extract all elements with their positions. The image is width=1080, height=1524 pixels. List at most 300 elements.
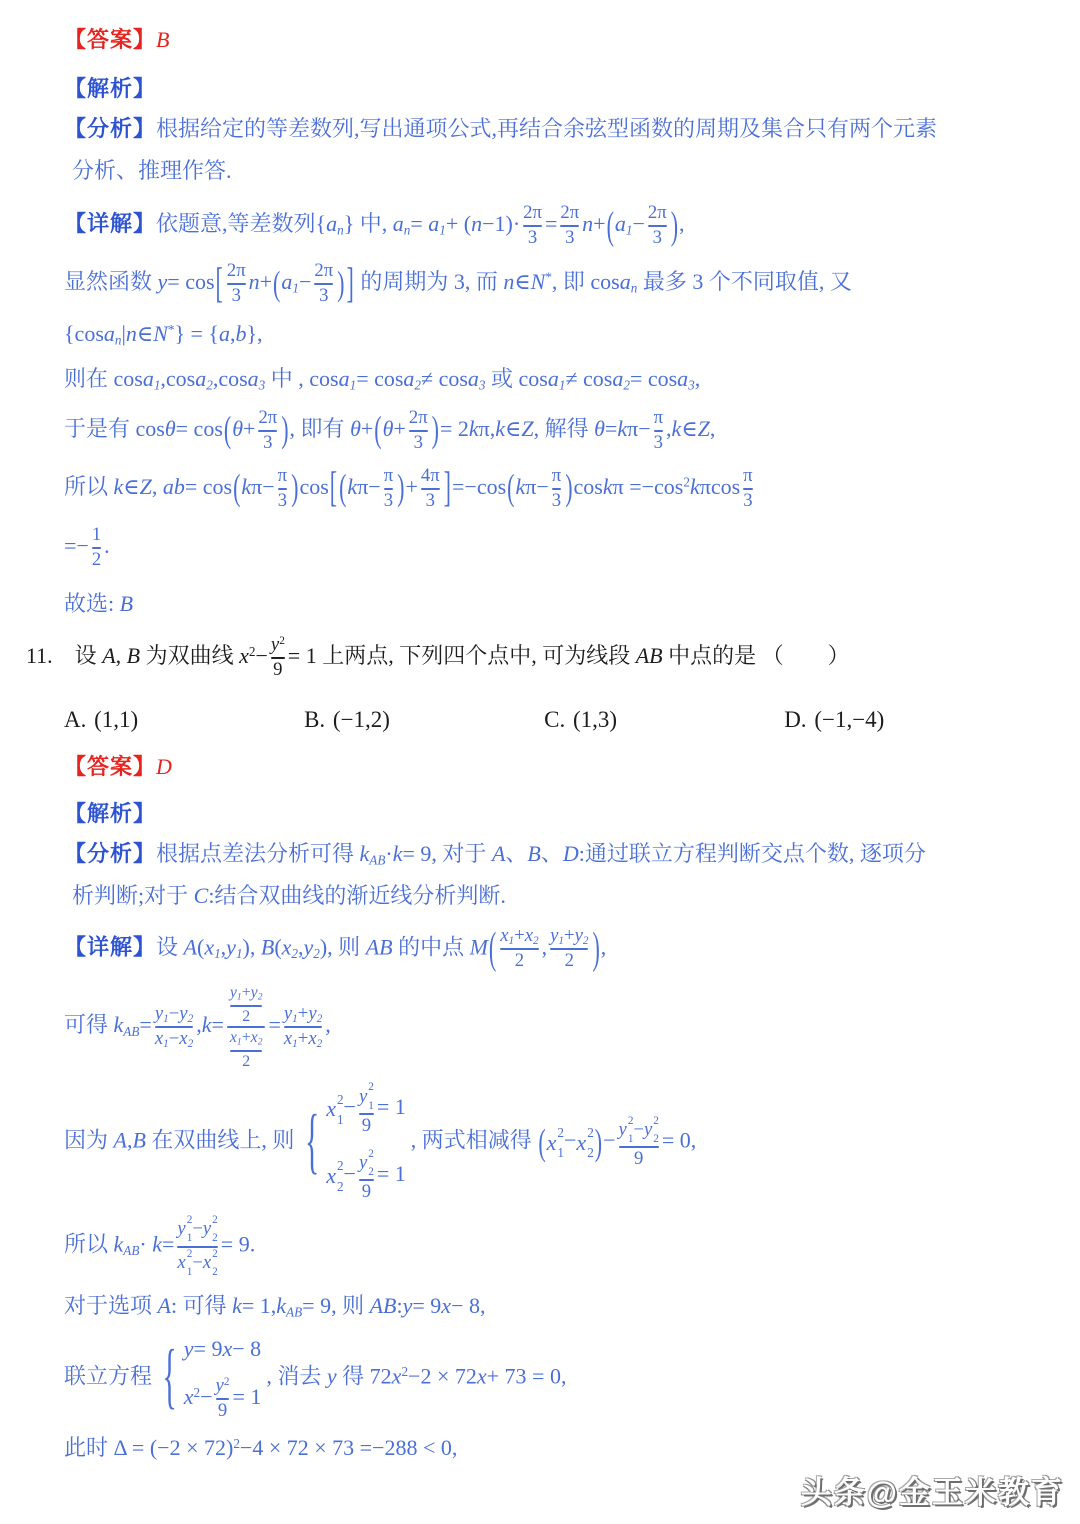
text-run: , 消去: [266, 1363, 327, 1389]
math-var: x: [183, 1383, 194, 1409]
stretch-delimiter: (: [223, 408, 232, 451]
math-var: θ: [232, 415, 244, 441]
math-var: x: [202, 1251, 212, 1273]
section-label: 【分析】: [64, 841, 157, 867]
math-var: B: [132, 1127, 146, 1153]
text-run: 2π: [314, 260, 334, 282]
text-run: , 解得: [533, 415, 595, 441]
math-var: n: [582, 211, 594, 237]
solution1-line-4: [64, 365, 1056, 394]
math-var: Z: [139, 473, 152, 499]
superscript: 2: [223, 1375, 230, 1388]
subscript: 1: [214, 945, 221, 961]
text-run: + 73 = 0,: [486, 1363, 567, 1389]
left-brace: {: [162, 1338, 177, 1417]
text-run: 联立方程: [64, 1363, 158, 1389]
math-var: y: [283, 1002, 293, 1024]
subscript: 2: [291, 945, 298, 961]
text-run: 中点的是 （ ）: [662, 643, 850, 669]
stretch-delimiter: (: [374, 408, 382, 451]
fraction: [359, 1149, 374, 1203]
text-run: ),: [242, 933, 261, 959]
math-var: y: [270, 634, 280, 656]
text-run: +: [564, 924, 575, 946]
cases-row: [184, 1335, 261, 1364]
fenxi-2-line-2: [72, 882, 1056, 911]
text-run: 3: [383, 489, 394, 511]
text-run: ,: [126, 1127, 133, 1153]
option-a: [64, 705, 304, 735]
subscript: 1: [236, 992, 242, 1003]
superscript: 2: [627, 1114, 634, 1127]
solution2-line-5: [64, 1292, 1056, 1321]
text-run: .: [104, 532, 110, 558]
option-label: A.: [64, 707, 93, 733]
cases-row: [184, 1376, 262, 1422]
text-run: ,: [115, 643, 127, 669]
stretch-delimiter: ): [592, 922, 600, 973]
math-var: k: [689, 473, 700, 499]
fenxi-1-line-1: [64, 115, 1056, 144]
fraction: [550, 926, 588, 973]
option-label: B.: [304, 707, 331, 733]
subscript: 2: [623, 377, 630, 393]
text-run: 的周期为 3, 而: [354, 269, 504, 295]
subscript: 2: [336, 1178, 344, 1194]
math-var: n: [471, 211, 483, 237]
superscript: 2: [186, 1214, 193, 1227]
math-var: D: [156, 753, 172, 779]
text-run: +: [259, 269, 273, 295]
text-run: +: [297, 1002, 309, 1024]
text-run: 或 cos: [485, 365, 548, 391]
text-run: π−: [251, 473, 275, 499]
math-var: y: [402, 1293, 413, 1319]
text-run: , 即 cos: [551, 269, 620, 295]
math-var: x: [308, 1028, 317, 1050]
math-var: a: [247, 365, 259, 391]
solution1-line-2: [64, 258, 1056, 307]
text-run: ≠ cos: [421, 365, 468, 391]
text-run: 、: [505, 841, 528, 867]
fraction: [155, 1004, 193, 1051]
text-run: 2π: [560, 202, 580, 224]
fraction-bar: [230, 1050, 263, 1052]
solution1-line-3: [64, 320, 1056, 349]
subscript: 1: [557, 1145, 564, 1161]
math-var: a: [219, 321, 230, 347]
fraction: [177, 1215, 217, 1278]
fraction: [216, 1376, 230, 1422]
text-run: ,: [298, 933, 304, 959]
options-row: [64, 705, 1056, 735]
stretch-delimiter: ): [397, 466, 405, 509]
text-run: 3: [413, 431, 423, 453]
text-run: = cos: [184, 473, 233, 499]
subscript: 1: [186, 1232, 193, 1245]
math-var: C: [193, 882, 209, 908]
fenxi-1-line-2: [72, 157, 1056, 186]
text-run: π: [743, 464, 753, 486]
text-run: :: [396, 1293, 403, 1319]
text-run: =: [544, 211, 558, 237]
stacked-script: [547, 1126, 564, 1159]
text-run: = 1: [232, 1383, 262, 1409]
text-run: 2π: [408, 406, 428, 428]
stretch-delimiter: (: [233, 466, 241, 509]
text-run: {cos: [64, 321, 104, 347]
text-run: ,: [679, 211, 685, 237]
fraction: [552, 466, 561, 512]
fraction-bar: [227, 1026, 266, 1028]
text-run: =−cos: [452, 473, 507, 499]
text-run: =: [268, 1012, 281, 1038]
text-run: ,cos: [160, 365, 196, 391]
text-run: ∈: [681, 415, 698, 441]
math-var: a: [467, 365, 479, 391]
math-var: b: [235, 321, 247, 347]
stretch-delimiter: (: [606, 202, 614, 248]
text-run: 1: [91, 523, 102, 545]
math-var: a: [428, 211, 440, 237]
math-var: y: [157, 269, 168, 295]
text-run: −1)·: [482, 211, 521, 237]
math-var: B: [527, 841, 541, 867]
subscript: 2: [206, 377, 213, 393]
text-run: 9: [634, 1148, 644, 1170]
text-run: 4π: [420, 464, 440, 486]
text-run: 2: [514, 950, 525, 972]
question-11-line: [26, 635, 1056, 681]
text-run: −: [255, 643, 268, 669]
solution2-line-6: [64, 1335, 1056, 1422]
math-var: a: [103, 321, 115, 347]
text-run: ,: [196, 1012, 202, 1038]
text-run: 2π: [226, 260, 246, 282]
stretch-delimiter: ): [431, 408, 439, 451]
text-run: 分析、推理作答.: [72, 157, 232, 183]
option-value: (1,3): [572, 707, 618, 733]
text-run: = 9: [193, 1335, 223, 1361]
text-run: 所以: [64, 1231, 114, 1257]
superscript: *: [167, 321, 175, 337]
math-var: Z: [697, 415, 710, 441]
math-var: n: [125, 321, 137, 347]
left-brace: {: [304, 1102, 320, 1182]
xiangjie-1-line-1: [64, 203, 1056, 249]
math-var: N: [153, 321, 168, 347]
text-run: π: [383, 464, 394, 486]
text-run: = 1 上两点, 下列四个点中, 可为线段: [287, 643, 636, 669]
text-run: −: [168, 1002, 180, 1024]
solution2-line-2: [64, 984, 1056, 1070]
solution-document: [26, 26, 1056, 1462]
solution1-line-6: [64, 463, 1056, 512]
math-var: θ: [350, 415, 361, 441]
subscript: 2: [187, 1012, 194, 1025]
superscript: 2: [212, 1247, 218, 1260]
math-var: x: [391, 1363, 402, 1389]
subscript: 1: [236, 1038, 242, 1048]
text-run: ,cos: [212, 365, 248, 391]
text-run: π−: [627, 415, 651, 441]
text-run: 因为: [64, 1127, 114, 1153]
text-run: = cos: [175, 415, 223, 441]
cases-row: [326, 1082, 406, 1136]
option-label: C.: [544, 707, 571, 733]
text-run: −2 × 72: [408, 1363, 477, 1389]
math-var: x: [222, 1335, 233, 1361]
text-run: 于是有 cos: [64, 415, 165, 441]
text-run: ,: [666, 415, 672, 441]
solution1-line-7: [64, 525, 1056, 571]
math-var: x: [576, 1129, 587, 1155]
subscript: AB: [369, 852, 386, 868]
fraction: [258, 408, 277, 454]
subscript: 2: [587, 1145, 594, 1161]
section-label: 【分析】: [64, 116, 157, 142]
math-var: y: [183, 1335, 194, 1361]
math-var: AB: [635, 643, 663, 669]
solution2-line-4: [64, 1215, 1056, 1278]
text-run: 9: [273, 659, 283, 681]
stretch-delimiter: ): [281, 408, 289, 451]
text-run: = 9.: [220, 1231, 256, 1257]
subscript: 1: [558, 934, 565, 947]
text-run: 11. 设: [26, 643, 103, 669]
math-var: a: [614, 211, 626, 237]
text-run: (: [196, 933, 205, 959]
text-run: 根据给定的等差数列,写出通项公式,再结合余弦型函数的周期及集合只有两个元素: [156, 116, 938, 142]
text-run: 故选:: [64, 591, 120, 617]
superscript: 2: [401, 1364, 409, 1380]
math-var: y: [229, 984, 237, 1002]
text-run: 9: [361, 1181, 372, 1203]
superscript: 2: [186, 1247, 193, 1260]
text-run: ≠ cos: [565, 365, 613, 391]
math-var: n: [503, 269, 515, 295]
math-var: x: [154, 1028, 164, 1050]
text-run: , 即有: [289, 415, 351, 441]
cases-group: [305, 1082, 406, 1203]
text-run: 根据点差法分析可得: [156, 841, 360, 867]
subscript: AB: [123, 1024, 140, 1040]
math-var: y: [202, 1218, 212, 1240]
text-run: ,: [600, 933, 607, 959]
stacked-script: [177, 1215, 192, 1244]
math-var: B: [260, 933, 275, 959]
math-var: y: [226, 933, 236, 959]
text-run: −: [343, 1161, 356, 1187]
math-var: a: [677, 365, 689, 391]
math-var: a: [547, 365, 559, 391]
text-run: = 2: [439, 415, 469, 441]
subscript: 1: [163, 1038, 169, 1051]
stacked-script: [326, 1159, 343, 1192]
text-run: 则在 cos: [64, 365, 143, 391]
math-var: y: [179, 1002, 188, 1024]
math-var: x: [177, 1251, 186, 1273]
text-run: +: [393, 415, 406, 441]
stacked-script: [203, 1249, 218, 1278]
text-run: +: [241, 1029, 251, 1047]
subscript: 1: [625, 223, 633, 239]
text-run: = cos: [167, 269, 215, 295]
text-run: 、: [540, 841, 563, 867]
text-run: −: [192, 1218, 203, 1240]
math-var: θ: [382, 415, 394, 441]
option-value: (1,1): [94, 707, 139, 733]
option-c: [544, 705, 784, 735]
text-run: = 1: [376, 1094, 406, 1120]
text-run: +: [241, 984, 251, 1002]
text-run: ∈: [505, 415, 522, 441]
text-run: = 9, 则: [302, 1293, 370, 1319]
subscript: 1: [508, 934, 515, 947]
math-var: a: [195, 365, 207, 391]
math-var: a: [392, 211, 404, 237]
text-run: 中 , cos: [265, 365, 339, 391]
text-run: 3: [527, 227, 538, 249]
text-run: 所以: [64, 473, 114, 499]
text-run: 得 72: [336, 1363, 392, 1389]
text-run: π: [277, 464, 288, 486]
math-var: k: [201, 1012, 212, 1038]
text-run: + (: [445, 211, 472, 237]
math-var: k: [617, 415, 628, 441]
fraction: [271, 635, 285, 681]
text-run: ·: [139, 1231, 153, 1257]
math-var: B: [156, 27, 170, 52]
fraction: [500, 926, 538, 973]
text-run: 3: [425, 489, 435, 511]
math-var: x: [283, 1028, 293, 1050]
stretch-delimiter: (: [339, 466, 347, 509]
section-label: 【答案】: [64, 27, 157, 52]
text-run: 2: [91, 548, 102, 570]
math-var: a: [142, 365, 154, 391]
subscript: 1: [153, 377, 161, 393]
stretch-delimiter: ): [670, 202, 679, 248]
text-run: 3: [263, 431, 273, 453]
subscript: n: [630, 280, 638, 296]
text-run: 对于选项: [64, 1293, 158, 1319]
text-run: = cos: [629, 365, 678, 391]
text-run: 2π: [647, 202, 667, 224]
subscript: 2: [212, 1265, 218, 1278]
math-var: n: [248, 269, 260, 295]
superscript: 2: [336, 1158, 344, 1174]
text-run: 的中点: [392, 933, 470, 959]
math-var: A: [102, 643, 116, 669]
subscript: 3: [478, 377, 486, 393]
subscript: 2: [257, 1038, 263, 1048]
fraction: [227, 984, 266, 1070]
text-run: ·: [385, 841, 393, 867]
text-run: 9: [361, 1114, 372, 1136]
math-var: a: [281, 269, 293, 295]
math-var: x: [326, 1096, 336, 1122]
fraction: [421, 466, 440, 512]
math-var: y: [250, 984, 258, 1002]
math-var: y: [358, 1085, 368, 1107]
text-run: +: [405, 473, 418, 499]
fraction: [284, 1004, 322, 1051]
text-run: =: [211, 1012, 224, 1038]
text-run: 依题意,等差数列: [156, 211, 316, 237]
math-var: AB: [369, 1293, 397, 1319]
subscript: 1: [336, 1112, 344, 1128]
text-run: 最多 3 个不同取值, 又: [637, 269, 852, 295]
math-var: x: [476, 1363, 487, 1389]
text-run: 3: [565, 227, 575, 249]
fraction: [384, 466, 393, 512]
text-run: , 两式相减得: [410, 1127, 538, 1153]
math-var: B: [126, 643, 141, 669]
text-run: :结合双曲线的渐近线分析判断.: [208, 882, 506, 908]
subscript: 3: [258, 377, 266, 393]
superscript: 2: [368, 1081, 374, 1094]
superscript: 2: [683, 474, 690, 490]
math-var: x: [441, 1293, 452, 1319]
text-run: ,: [541, 933, 548, 959]
text-run: 设: [156, 933, 184, 959]
math-var: y: [643, 1118, 653, 1140]
text-run: ,: [709, 415, 716, 441]
text-run: +: [243, 415, 256, 441]
subscript: n: [337, 223, 344, 239]
math-var: D: [562, 841, 579, 867]
subscript: 1: [292, 280, 299, 296]
superscript: 2: [212, 1214, 218, 1227]
math-var: x: [326, 1162, 336, 1188]
text-run: 3: [277, 489, 288, 511]
math-var: A: [183, 933, 197, 959]
stretch-delimiter: (: [538, 1120, 546, 1163]
text-run: {: [315, 211, 327, 237]
superscript: 2: [653, 1114, 659, 1127]
math-var: k: [515, 473, 526, 499]
text-run: ,: [230, 321, 236, 347]
math-var: Z: [521, 415, 534, 441]
superscript: *: [545, 269, 552, 285]
text-run: =: [410, 211, 429, 237]
fraction: [230, 984, 263, 1025]
cases-group: [163, 1335, 262, 1422]
text-run: −: [168, 1028, 180, 1050]
text-run: :通过联立方程判断交点个数, 逐项分: [578, 841, 926, 867]
subscript: 1: [292, 1038, 298, 1051]
subscript: AB: [123, 1243, 140, 1259]
text-run: 2π: [258, 406, 278, 428]
jiexi-line-2: [64, 800, 1056, 829]
text-run: =: [139, 1012, 152, 1038]
stretch-delimiter: ): [337, 262, 345, 303]
math-var: x: [229, 1029, 237, 1047]
text-run: ∈: [136, 321, 154, 347]
subscript: 2: [368, 1166, 374, 1179]
fraction: [560, 203, 579, 249]
fraction: [743, 466, 752, 512]
text-run: −: [564, 1127, 577, 1153]
option-value: (−1,−4): [814, 707, 885, 733]
math-var: a: [326, 211, 338, 237]
math-var: k: [152, 1231, 162, 1257]
math-var: k: [602, 473, 613, 499]
solution1-line-5: [64, 408, 1056, 454]
text-run: = cos: [356, 365, 404, 391]
math-var: θ: [594, 415, 605, 441]
